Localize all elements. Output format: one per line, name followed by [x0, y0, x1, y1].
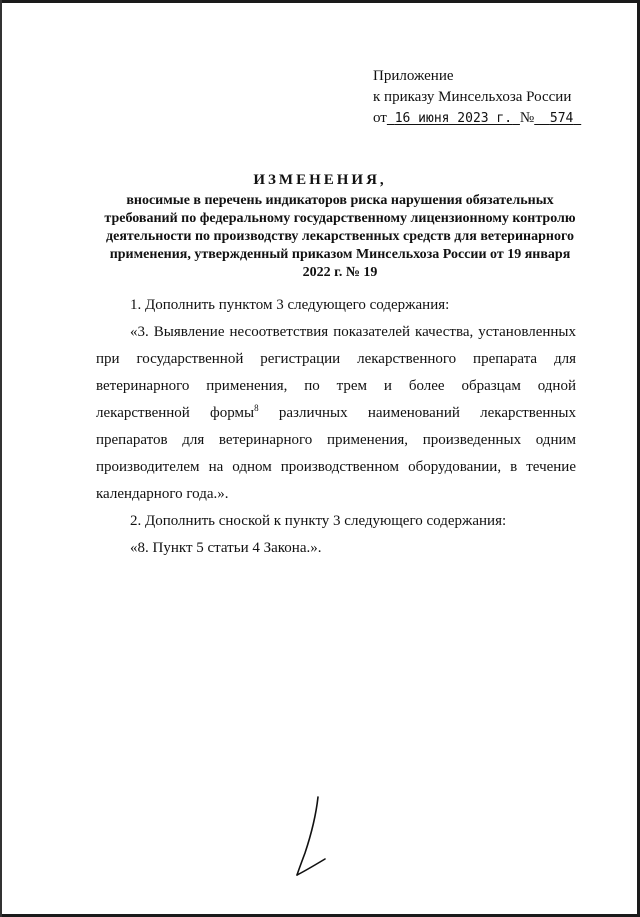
- scan-edge-left: [0, 0, 2, 917]
- scan-edge-top: [0, 0, 640, 3]
- document-subtitle: вносимые в перечень индикаторов риска нарушения обязательных требований по федеральному государственному лицензионному контролю деятельности по производству лекарственных средств для ветеринарного применения, утвержденный приказом Минсельхоза России от 19 января 2022 г. № 19: [104, 193, 576, 280]
- item-2: 2. Дополнить сноской к пункту 3 следующего содержания:: [130, 513, 507, 529]
- appendix-header: [373, 66, 613, 129]
- order-date: 16 июня 2023 г.: [394, 111, 513, 126]
- item-1: 1. Дополнить пунктом 3 следующего содержания:: [130, 297, 450, 313]
- date-prefix: от: [373, 110, 387, 126]
- number-sign: №: [519, 110, 535, 126]
- document-title: ИЗМЕНЕНИЯ,: [253, 172, 387, 188]
- appendix-date-line: [373, 108, 613, 129]
- item-2-quote: «8. Пункт 5 статьи 4 Закона.».: [130, 540, 322, 556]
- handwritten-signature-icon: [285, 795, 335, 880]
- order-number: 574: [549, 111, 574, 126]
- item-1-quote: «3. Выявление несоответствия показателей качества, установленных при государственной регистрации лекарственного препарата для ветеринарного применения, по трем и более образцам одной лекарственной формы$^8$ различных наименований лекарственных препаратов для ветеринарного применения, произведенных одним производителем на одном производственном оборудовании, в течение календарного года.».: [96, 324, 576, 502]
- appendix-label: Приложение: [373, 68, 454, 84]
- document-body: [96, 292, 576, 562]
- appendix-order-ref: к приказу Минсельхоза России: [373, 89, 572, 105]
- footnote-mark: 8: [254, 403, 259, 413]
